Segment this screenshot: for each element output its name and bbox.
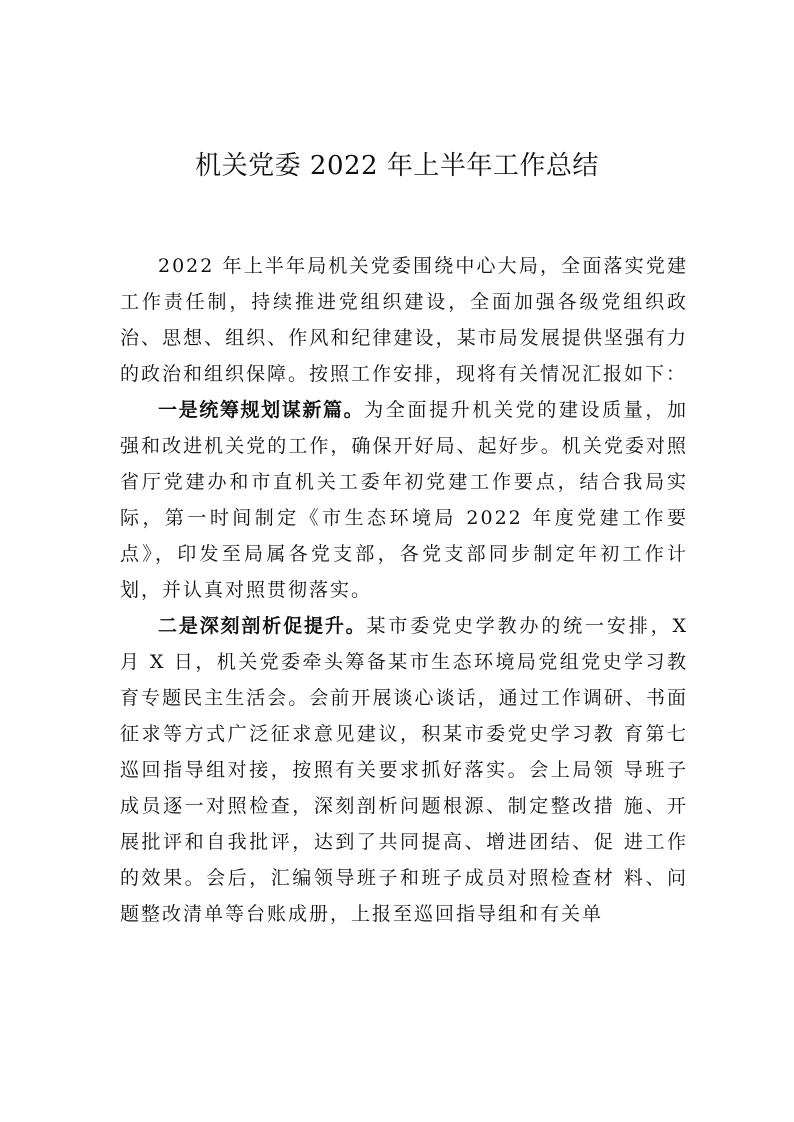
section-text-1: 为全面提升机关党的建设质量，加强和改进机关党的工作，确保开好局、起好步。机关党委对照省厅党建办和市直机关工委年初党建工作要点，结合我局实际，第一时间制定《市生态环境局 2022 年度党建工作要点》，印发至局属各党支部，各党支部同步制定年初工作计划，并认真对照贯彻落实。	[120, 399, 688, 601]
section-paragraph-2	[120, 608, 688, 932]
intro-paragraph: 2022 年上半年局机关党委围绕中心大局，全面落实党建工作责任制，持续推进党组织建设，全面加强各级党组织政治、思想、组织、作风和纪律建设，某市局发展提供坚强有力的政治和组织保障。按照工作安排，现将有关情况汇报如下：	[120, 255, 688, 385]
section-heading-1: 一是统筹规划谋新篇。	[158, 399, 365, 421]
section-heading-2: 二是深刻剖析促提升。	[158, 615, 367, 637]
section-paragraph-1	[120, 392, 688, 608]
document-body	[120, 248, 688, 932]
document-title: 机关党委 2022 年上半年工作总结	[195, 151, 599, 181]
section-text-2: 某市委党史学教办的统一安排，X 月 X 日，机关党委牵头筹备某市生态环境局党组党史学习教育专题民主生活会。会前开展谈心谈话，通过工作调研、书面征求等方式广泛征求意见建议，积某市委党史学习教 育第七巡回指导组对接，按照有关要求抓好落实。会上局领 导班子成员逐一对照检查，深刻剖析问题根源、制定整改措 施、开展批评和自我批评，达到了共同提高、增进团结、促 进工作的效果。会后，汇编领导班子和班子成员对照检查材 料、问题整改清单等台账成册，上报至巡回指导组和有关单	[120, 615, 688, 925]
